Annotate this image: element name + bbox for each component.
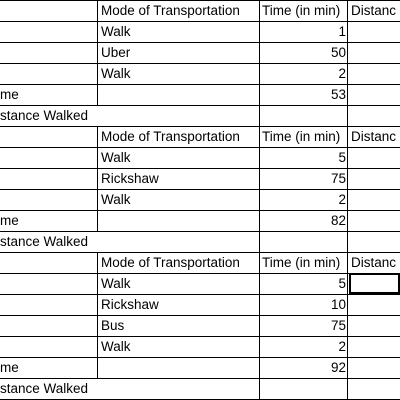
time-cell[interactable]: 75: [330, 171, 346, 186]
header-cell-a[interactable]: [0, 0, 97, 21]
header-mode-of-transportation[interactable]: Mode of Transportation: [101, 129, 240, 144]
grid-line: [0, 273, 400, 274]
mode-cell[interactable]: Walk: [101, 276, 131, 291]
grid-line: [347, 0, 348, 400]
total-distance-walked-label[interactable]: stance Walked: [0, 234, 89, 249]
grid-line: [0, 210, 400, 211]
grid-line: [97, 0, 98, 105]
header-time[interactable]: Time (in min): [262, 129, 341, 144]
grid-line: [0, 294, 400, 295]
header-mode-of-transportation[interactable]: Mode of Transportation: [101, 255, 240, 270]
selected-cell-cursor[interactable]: [349, 273, 400, 294]
header-time[interactable]: Time (in min): [262, 255, 341, 270]
grid-line: [0, 189, 400, 190]
grid-line: [0, 63, 400, 64]
total-time-value[interactable]: 82: [330, 213, 346, 228]
grid-line: [0, 42, 400, 43]
mode-cell[interactable]: Walk: [101, 339, 131, 354]
grid-line: [97, 126, 98, 231]
grid-line: [0, 231, 400, 232]
grid-line: [0, 147, 400, 148]
mode-cell[interactable]: Walk: [101, 66, 131, 81]
grid-line: [0, 357, 400, 358]
time-cell[interactable]: 50: [330, 45, 346, 60]
header-mode-of-transportation[interactable]: Mode of Transportation: [101, 3, 240, 18]
time-cell[interactable]: 10: [330, 297, 346, 312]
grid-line: [97, 252, 98, 378]
time-cell[interactable]: 2: [338, 339, 346, 354]
mode-cell[interactable]: Uber: [101, 45, 131, 60]
total-time-value[interactable]: 92: [330, 360, 346, 375]
total-time-value[interactable]: 53: [330, 87, 346, 102]
grid-line: [259, 0, 260, 400]
header-distance[interactable]: Distanc: [351, 129, 397, 144]
time-cell[interactable]: 5: [338, 276, 346, 291]
total-time-label[interactable]: me: [0, 213, 19, 228]
mode-cell[interactable]: Bus: [101, 318, 125, 333]
grid-line: [0, 252, 400, 253]
mode-cell[interactable]: Walk: [101, 24, 131, 39]
mode-cell[interactable]: Rickshaw: [101, 171, 159, 186]
grid-line: [0, 315, 400, 316]
mode-cell[interactable]: Rickshaw: [101, 297, 159, 312]
header-distance[interactable]: Distanc: [351, 3, 397, 18]
grid-line: [0, 84, 400, 85]
grid-line: [0, 336, 400, 337]
total-distance-walked-label[interactable]: stance Walked: [0, 381, 89, 396]
total-distance-walked-label[interactable]: stance Walked: [0, 108, 89, 123]
grid-line: [0, 0, 400, 1]
header-distance[interactable]: Distanc: [351, 255, 397, 270]
time-cell[interactable]: 2: [338, 192, 346, 207]
grid-line: [0, 105, 400, 106]
grid-line: [0, 126, 400, 127]
time-cell[interactable]: 5: [338, 150, 346, 165]
time-cell[interactable]: 75: [330, 318, 346, 333]
header-time[interactable]: Time (in min): [262, 3, 341, 18]
mode-cell[interactable]: Walk: [101, 192, 131, 207]
mode-cell[interactable]: Walk: [101, 150, 131, 165]
grid-line: [0, 21, 400, 22]
time-cell[interactable]: 1: [338, 24, 346, 39]
total-time-label[interactable]: me: [0, 87, 19, 102]
grid-line: [0, 378, 400, 379]
total-time-label[interactable]: me: [0, 360, 19, 375]
grid-line: [0, 168, 400, 169]
time-cell[interactable]: 2: [338, 66, 346, 81]
